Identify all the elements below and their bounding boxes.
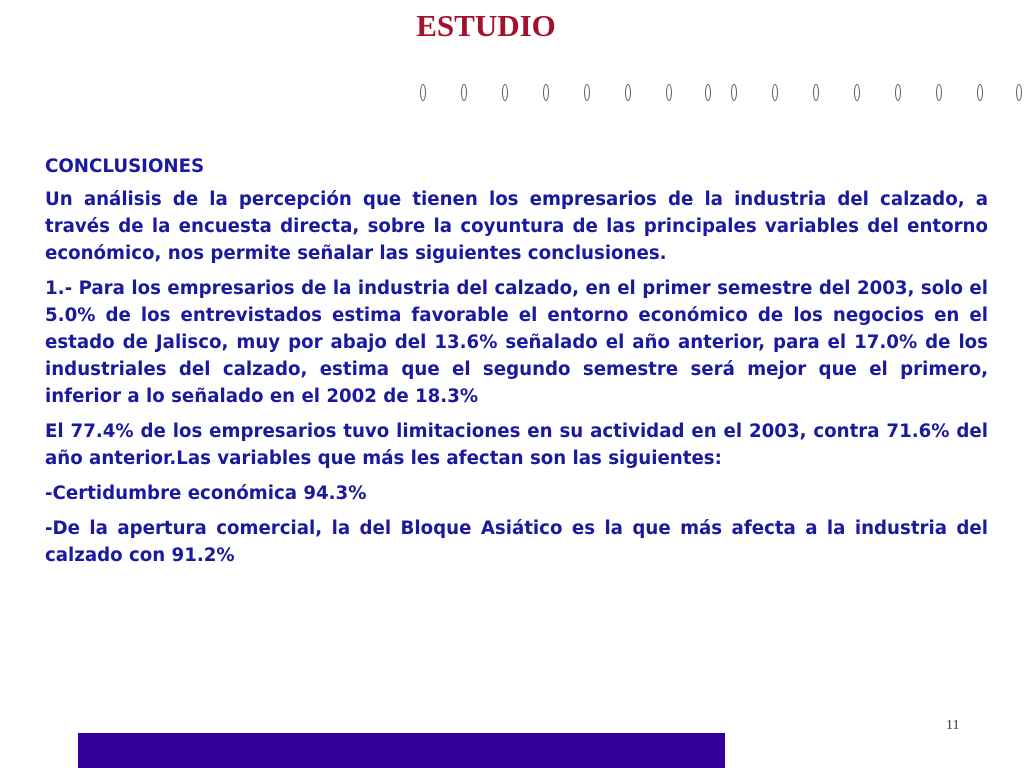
conclusion-paragraph-1: 1.- Para los empresarios de la industria del calzado, en el primer semestre del 2003, solo el 5.0% de los entrevistados estima favorable el entorno económico de los negocios en el estado de Jalisco, muy por abajo del 13.6% señalado el año anterior, para el 17.0% de los industriales del calzado, estima que el segundo semestre será mejor que el primero, inferior a lo señalado en el 2002 de 18.3% bbox=[45, 278, 988, 407]
bullet-apertura-comercial: -De la apertura comercial, la del Bloque Asiático es la que más afecta a la industria del calzado con 91.2% bbox=[45, 518, 988, 566]
binding-ring-icon bbox=[813, 84, 819, 101]
spiral-binding-rings bbox=[0, 84, 1024, 106]
binding-ring-icon bbox=[461, 84, 467, 101]
intro-paragraph: Un análisis de la percepción que tienen los empresarios de la industria del calzado, a través de la encuesta directa, sobre la coyuntura de las principales variables del entorno económico, nos permite señalar las siguientes conclusiones. bbox=[45, 189, 988, 264]
binding-ring-icon bbox=[625, 84, 631, 101]
binding-ring-icon bbox=[420, 84, 426, 101]
binding-ring-icon bbox=[502, 84, 508, 101]
section-heading: CONCLUSIONES bbox=[45, 156, 205, 177]
slide-body bbox=[45, 153, 988, 577]
page-number: 11 bbox=[946, 718, 960, 733]
binding-ring-icon bbox=[895, 84, 901, 101]
binding-ring-icon bbox=[977, 84, 983, 101]
binding-ring-icon bbox=[584, 84, 590, 101]
binding-ring-icon bbox=[543, 84, 549, 101]
bullet-certidumbre: -Certidumbre económica 94.3% bbox=[45, 483, 367, 504]
slide-title: ESTUDIO bbox=[416, 8, 556, 43]
binding-ring-icon bbox=[731, 84, 737, 101]
binding-ring-icon bbox=[772, 84, 778, 101]
binding-ring-icon bbox=[666, 84, 672, 101]
binding-ring-icon bbox=[1016, 84, 1022, 101]
limitations-paragraph: El 77.4% de los empresarios tuvo limitaciones en su actividad en el 2003, contra 71.6% del año anterior.Las variables que más les afectan son las siguientes: bbox=[45, 421, 988, 469]
binding-ring-icon bbox=[854, 84, 860, 101]
footer-bar bbox=[78, 733, 725, 768]
binding-ring-icon bbox=[705, 84, 711, 101]
binding-ring-icon bbox=[936, 84, 942, 101]
